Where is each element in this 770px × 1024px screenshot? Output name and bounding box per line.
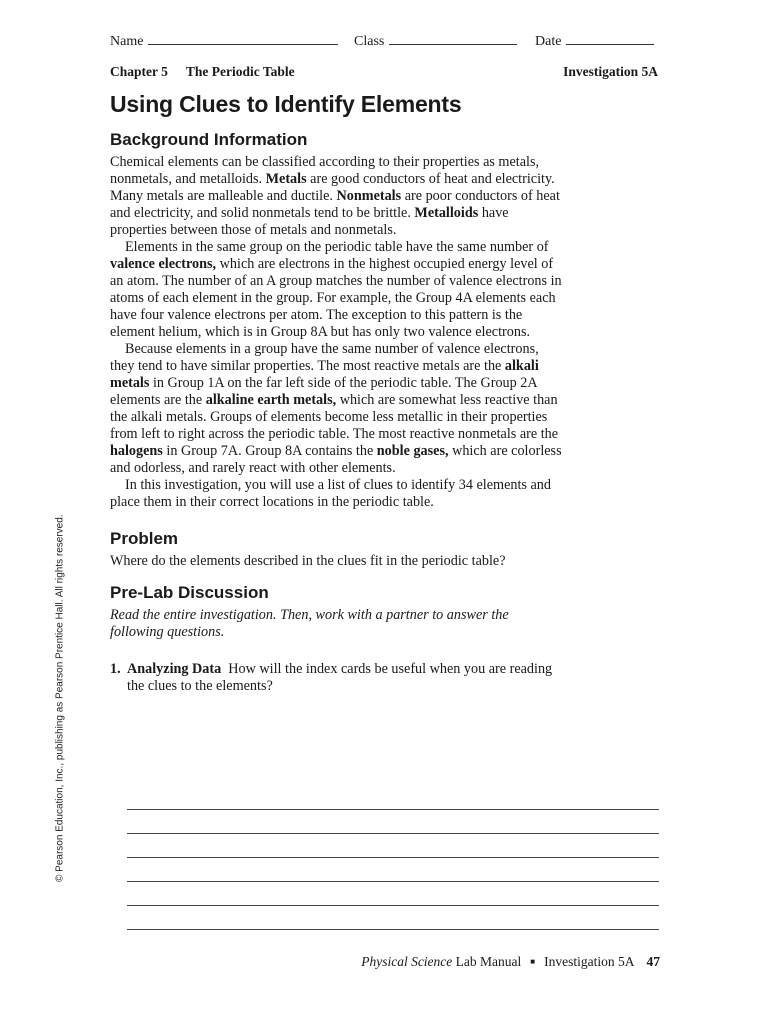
class-field[interactable] [354, 31, 517, 50]
main-content [110, 131, 565, 695]
text-run: in Group 1A on the far left side of the periodic table. The Group 2A elements are the [110, 375, 537, 408]
chapter-number: Chapter 5 [110, 64, 168, 79]
text-run: are good conductors of heat and electricity. Many metals are malleable and ductile. [110, 171, 555, 204]
footer-book-title: Physical Science [361, 954, 453, 969]
answer-line[interactable] [127, 810, 659, 834]
bold-term: alkali metals [110, 358, 539, 391]
bold-term: alkaline earth metals, [205, 392, 337, 408]
prelab-instructions: Read the entire investigation. Then, work with a partner to answer the following questions. [110, 607, 509, 640]
text-run: in Group 7A. Group 8A contains the [162, 443, 377, 459]
prelab-heading: Pre-Lab Discussion [110, 583, 269, 602]
problem-text: Where do the elements described in the clues fit in the periodic table? [110, 553, 506, 569]
question-body [127, 661, 565, 695]
text-run: Chemical elements can be classified according to their properties as metals, nonmetals, and metalloids. [110, 154, 540, 187]
background-heading: Background Information [110, 130, 308, 149]
text-run: Elements in the same group on the periodic table have the same number of [125, 239, 549, 255]
answer-line[interactable] [127, 858, 659, 882]
problem-heading: Problem [110, 529, 179, 548]
answer-line[interactable] [127, 882, 659, 906]
background-paragraph-1 [110, 154, 565, 239]
answer-line[interactable] [127, 834, 659, 858]
chapter-header [110, 64, 658, 80]
footer-book-suffix: Lab Manual [452, 954, 522, 969]
date-field[interactable] [535, 31, 654, 50]
text-run: In this investigation, you will use a list of clues to identify 34 elements and place them in their correct locations in the periodic table. [110, 477, 551, 510]
date-label: Date [535, 34, 562, 49]
text-run: which are electrons in the highest occupied energy level of an atom. The number of an A group matches the number of valence electrons in atoms of each element in the group. For example, the Group 4A elements each have four valence electrons per atom. The exception to this pattern is the element helium, which is in Group 8A but has only two valence electrons. [110, 256, 562, 340]
bold-term: Metals [265, 171, 307, 187]
answer-line[interactable] [127, 786, 659, 810]
text-run: which are colorless and odorless, and rarely react with other elements. [110, 443, 562, 476]
bold-term: halogens [110, 443, 163, 459]
question-text: How will the index cards be useful when you are reading the clues to the elements? [127, 661, 553, 694]
chapter-title: The Periodic Table [185, 64, 295, 79]
text-run: are poor conductors of heat and electricity, and solid nonmetals tend to be brittle. [110, 188, 560, 221]
bold-term: Metalloids [414, 205, 479, 221]
question-1 [110, 661, 565, 695]
name-blank-line[interactable] [148, 31, 338, 45]
name-label: Name [110, 34, 144, 49]
name-field[interactable] [110, 31, 338, 50]
text-run: which are somewhat less reactive than the alkali metals. Groups of elements become less metallic in their properties from left to right across the periodic table. The most reactive nonmetals are the [110, 392, 559, 442]
footer-investigation: Investigation 5A [544, 954, 635, 969]
page-number: 47 [646, 954, 660, 969]
date-blank-line[interactable] [566, 31, 654, 45]
bold-term: valence electrons, [110, 256, 217, 272]
question-number: 1. [110, 661, 121, 677]
investigation-label: Investigation 5A [563, 64, 658, 79]
bold-term: Nonmetals [336, 188, 402, 204]
bold-term: noble gases, [376, 443, 449, 459]
answer-line[interactable] [127, 906, 659, 930]
question-label: Analyzing Data [127, 661, 222, 677]
background-paragraph-4 [110, 477, 565, 511]
background-paragraph-2 [110, 239, 565, 341]
text-run: have properties between those of metals and nonmetals. [110, 205, 509, 238]
page-footer [361, 954, 660, 970]
copyright-notice: © Pearson Education, Inc., publishing as Pearson Prentice Hall. All rights reserved. [54, 514, 66, 882]
class-blank-line[interactable] [389, 31, 517, 45]
answer-lines[interactable] [127, 786, 659, 930]
class-label: Class [354, 34, 385, 49]
background-paragraph-3 [110, 341, 565, 477]
footer-separator: ■ [530, 957, 536, 966]
page-title: Using Clues to Identify Elements [110, 91, 462, 117]
text-run: Because elements in a group have the same number of valence electrons, they tend to have similar properties. The most reactive metals are the [110, 341, 539, 374]
